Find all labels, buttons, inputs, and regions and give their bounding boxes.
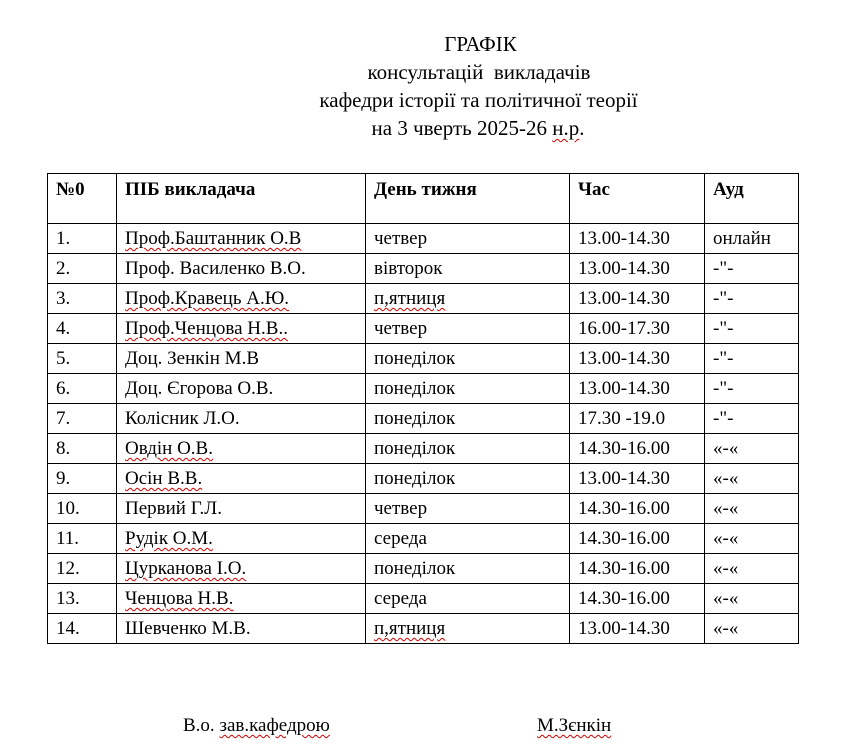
weekday-text: понеділок bbox=[374, 378, 456, 399]
weekday-text: четвер bbox=[374, 318, 428, 339]
weekday bbox=[366, 224, 570, 254]
weekday-text: понеділок bbox=[374, 468, 456, 489]
table-row bbox=[48, 284, 799, 314]
room-text: «-« bbox=[713, 588, 739, 609]
row-number-text: 1. bbox=[56, 228, 71, 249]
room-text: «-« bbox=[713, 558, 739, 579]
row-number bbox=[48, 554, 117, 584]
title-period-abbr: н.р bbox=[552, 116, 580, 140]
room-text: «-« bbox=[713, 438, 739, 459]
teacher-name-text: Доц. Зенкін М.В bbox=[125, 348, 259, 369]
consultation-time bbox=[570, 284, 705, 314]
weekday-text: вівторок bbox=[374, 258, 443, 279]
row-number-text: 10. bbox=[56, 498, 80, 519]
consultation-time-text: 14.30-16.00 bbox=[578, 558, 670, 579]
teacher-name-text: Цурканова І.О. bbox=[125, 558, 247, 579]
teacher-name-text: Осін В.В. bbox=[125, 468, 203, 489]
weekday-text: понеділок bbox=[374, 348, 456, 369]
room bbox=[705, 464, 799, 494]
teacher-name bbox=[117, 584, 366, 614]
teacher-name bbox=[117, 314, 366, 344]
weekday-text: четвер bbox=[374, 498, 428, 519]
room bbox=[705, 314, 799, 344]
consultation-time-text: 14.30-16.00 bbox=[578, 438, 670, 459]
room-text: онлайн bbox=[713, 228, 771, 249]
weekday-text: п,ятниця bbox=[374, 288, 446, 309]
row-number bbox=[48, 284, 117, 314]
consultation-time-text: 13.00-14.30 bbox=[578, 468, 670, 489]
title-period: на 3 чверть 2025-26 н.р. bbox=[371, 116, 585, 140]
title-heading: ГРАФІК bbox=[444, 32, 517, 56]
title-department: кафедри історії та політичної теорії bbox=[319, 88, 638, 112]
consultation-time-text: 13.00-14.30 bbox=[578, 618, 670, 639]
row-number bbox=[48, 464, 117, 494]
room bbox=[705, 584, 799, 614]
teacher-name bbox=[117, 434, 366, 464]
room-text: «-« bbox=[713, 618, 739, 639]
consultation-schedule-table bbox=[47, 173, 799, 644]
consultation-time-text: 14.30-16.00 bbox=[578, 498, 670, 519]
row-number bbox=[48, 524, 117, 554]
row-number bbox=[48, 374, 117, 404]
room-text: -"- bbox=[713, 258, 734, 279]
teacher-name bbox=[117, 614, 366, 644]
consultation-time-text: 13.00-14.30 bbox=[578, 348, 670, 369]
weekday bbox=[366, 494, 570, 524]
weekday-text: четвер bbox=[374, 228, 428, 249]
room-text: «-« bbox=[713, 468, 739, 489]
table-row bbox=[48, 374, 799, 404]
weekday bbox=[366, 554, 570, 584]
row-number-text: 12. bbox=[56, 558, 80, 579]
table-row bbox=[48, 464, 799, 494]
consultation-time-text: 13.00-14.30 bbox=[578, 378, 670, 399]
consultation-time-text: 17.30 -19.0 bbox=[578, 408, 666, 429]
table-body bbox=[48, 224, 799, 644]
row-number-text: 3. bbox=[56, 288, 71, 309]
room bbox=[705, 254, 799, 284]
teacher-name-text: Колісник Л.О. bbox=[125, 408, 240, 429]
room-text: «-« bbox=[713, 498, 739, 519]
table-row bbox=[48, 344, 799, 374]
weekday-text: середа bbox=[374, 528, 427, 549]
footer-signer: М.Зєнкін bbox=[537, 715, 612, 736]
footer-position-title: зав.кафедрою bbox=[219, 715, 330, 736]
row-number-text: 14. bbox=[56, 618, 80, 639]
row-number bbox=[48, 614, 117, 644]
room bbox=[705, 374, 799, 404]
row-number-text: 7. bbox=[56, 408, 71, 429]
room bbox=[705, 554, 799, 584]
table-row bbox=[48, 314, 799, 344]
table-row bbox=[48, 434, 799, 464]
teacher-name-text: Проф.Кравець А.Ю. bbox=[125, 288, 290, 309]
weekday-text: понеділок bbox=[374, 438, 456, 459]
row-number-text: 5. bbox=[56, 348, 71, 369]
row-number-text: 8. bbox=[56, 438, 71, 459]
teacher-name-text: Шевченко М.В. bbox=[125, 618, 251, 639]
teacher-name-text: Проф.Баштанник О.В bbox=[125, 228, 302, 249]
consultation-time bbox=[570, 344, 705, 374]
teacher-name-text: Доц. Єгорова О.В. bbox=[125, 378, 274, 399]
room-text: -"- bbox=[713, 348, 734, 369]
weekday bbox=[366, 524, 570, 554]
header-time: Час bbox=[570, 174, 705, 224]
signature-name bbox=[537, 715, 611, 737]
row-number bbox=[48, 224, 117, 254]
teacher-name-text: Рудік О.М. bbox=[125, 528, 213, 549]
header-number: №0 bbox=[48, 174, 117, 224]
weekday bbox=[366, 614, 570, 644]
consultation-time-text: 13.00-14.30 bbox=[578, 288, 670, 309]
row-number-text: 13. bbox=[56, 588, 80, 609]
weekday bbox=[366, 344, 570, 374]
row-number bbox=[48, 434, 117, 464]
weekday-text: п,ятниця bbox=[374, 618, 446, 639]
table-row bbox=[48, 404, 799, 434]
room-text: -"- bbox=[713, 288, 734, 309]
weekday bbox=[366, 254, 570, 284]
row-number bbox=[48, 254, 117, 284]
consultation-time bbox=[570, 554, 705, 584]
room bbox=[705, 344, 799, 374]
table-row bbox=[48, 224, 799, 254]
room bbox=[705, 434, 799, 464]
footer-position-prefix: В.о. bbox=[183, 715, 220, 736]
consultation-time bbox=[570, 224, 705, 254]
row-number-text: 2. bbox=[56, 258, 71, 279]
room-text: -"- bbox=[713, 378, 734, 399]
row-number-text: 11. bbox=[56, 528, 80, 549]
teacher-name bbox=[117, 344, 366, 374]
table-row bbox=[48, 584, 799, 614]
teacher-name bbox=[117, 464, 366, 494]
table-row bbox=[48, 554, 799, 584]
consultation-time bbox=[570, 464, 705, 494]
weekday bbox=[366, 374, 570, 404]
teacher-name bbox=[117, 554, 366, 584]
header-weekday: День тижня bbox=[366, 174, 570, 224]
weekday bbox=[366, 284, 570, 314]
room bbox=[705, 524, 799, 554]
room bbox=[705, 284, 799, 314]
table-row bbox=[48, 614, 799, 644]
table-row bbox=[48, 254, 799, 284]
room-text: «-« bbox=[713, 528, 739, 549]
signature-position bbox=[183, 715, 330, 737]
teacher-name-text: Овдін О.В. bbox=[125, 438, 213, 459]
row-number-text: 9. bbox=[56, 468, 71, 489]
teacher-name-text: Первий Г.Л. bbox=[125, 498, 222, 519]
teacher-name bbox=[117, 284, 366, 314]
consultation-time bbox=[570, 434, 705, 464]
weekday bbox=[366, 434, 570, 464]
header-teacher-name: ПІБ викладача bbox=[117, 174, 366, 224]
consultation-time-text: 13.00-14.30 bbox=[578, 228, 670, 249]
room bbox=[705, 404, 799, 434]
weekday bbox=[366, 464, 570, 494]
teacher-name bbox=[117, 374, 366, 404]
weekday bbox=[366, 404, 570, 434]
teacher-name-text: Ченцова Н.В. bbox=[125, 588, 234, 609]
consultation-time bbox=[570, 374, 705, 404]
consultation-time-text: 13.00-14.30 bbox=[578, 258, 670, 279]
consultation-time bbox=[570, 404, 705, 434]
room-text: -"- bbox=[713, 408, 734, 429]
row-number bbox=[48, 494, 117, 524]
teacher-name bbox=[117, 404, 366, 434]
room bbox=[705, 224, 799, 254]
consultation-time bbox=[570, 524, 705, 554]
weekday bbox=[366, 314, 570, 344]
header-room: Ауд bbox=[705, 174, 799, 224]
room-text: -"- bbox=[713, 318, 734, 339]
teacher-name bbox=[117, 254, 366, 284]
row-number bbox=[48, 404, 117, 434]
row-number bbox=[48, 584, 117, 614]
row-number-text: 4. bbox=[56, 318, 71, 339]
teacher-name bbox=[117, 524, 366, 554]
table-row bbox=[48, 524, 799, 554]
teacher-name bbox=[117, 494, 366, 524]
row-number bbox=[48, 344, 117, 374]
consultation-time-text: 14.30-16.00 bbox=[578, 528, 670, 549]
room bbox=[705, 614, 799, 644]
teacher-name-text: Проф.Ченцова Н.В.. bbox=[125, 318, 288, 339]
weekday-text: понеділок bbox=[374, 558, 456, 579]
row-number bbox=[48, 314, 117, 344]
document-title bbox=[0, 30, 843, 142]
room bbox=[705, 494, 799, 524]
consultation-time bbox=[570, 254, 705, 284]
consultation-time bbox=[570, 314, 705, 344]
consultation-time-text: 16.00-17.30 bbox=[578, 318, 670, 339]
consultation-time bbox=[570, 494, 705, 524]
consultation-time bbox=[570, 614, 705, 644]
table-header-row bbox=[48, 174, 799, 224]
row-number-text: 6. bbox=[56, 378, 71, 399]
weekday-text: середа bbox=[374, 588, 427, 609]
weekday bbox=[366, 584, 570, 614]
table-row bbox=[48, 494, 799, 524]
teacher-name-text: Проф. Василенко В.О. bbox=[125, 258, 306, 279]
consultation-time-text: 14.30-16.00 bbox=[578, 588, 670, 609]
consultation-time bbox=[570, 584, 705, 614]
title-subject: консультацій викладачів bbox=[367, 60, 591, 84]
teacher-name bbox=[117, 224, 366, 254]
weekday-text: понеділок bbox=[374, 408, 456, 429]
